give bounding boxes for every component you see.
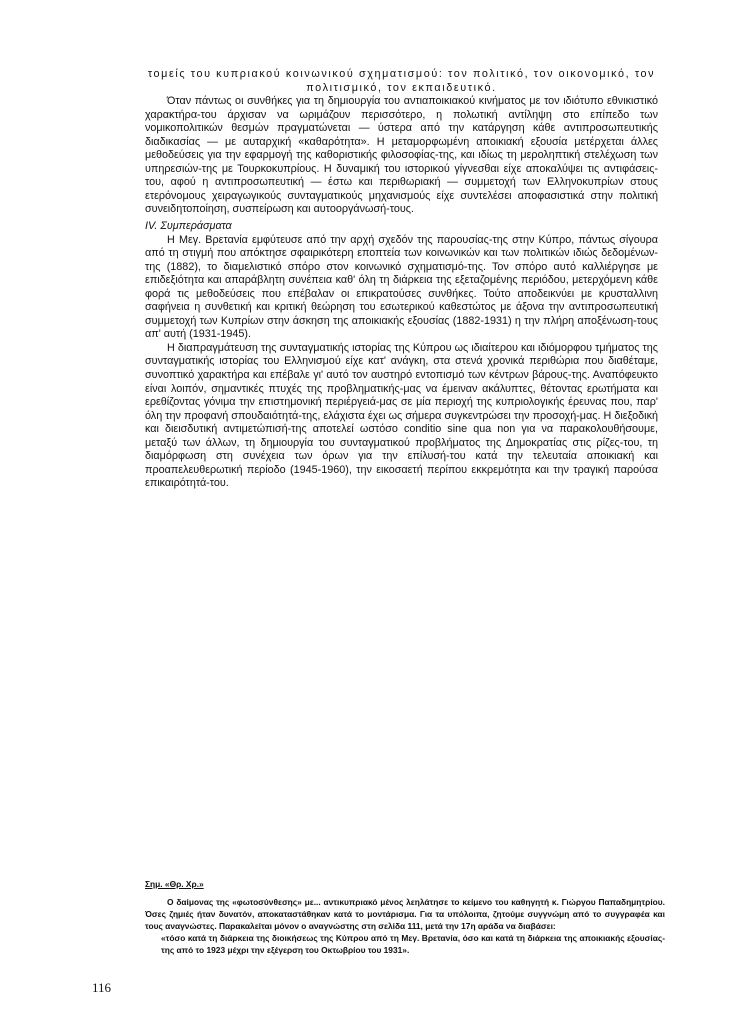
paragraph-continuation: τομείς του κυπριακού κοινωνικού σχηματισμού: τον πολιτικό, τον οικονομικό, τον πολιτισμικό, τον εκπαιδευτικό. [147,68,656,94]
note-quote: «τόσο κατά τη διάρκεια της διοικήσεως της Κύπρου από τη Μεγ. Βρετανία, όσο και κατά τη διάρκεια της αποικιακής εξουσίας-της από το 1923 μέχρι την εξέγερση του Οκτωβρίου του 1931». [161,933,665,955]
main-text [145,68,658,491]
paragraph-colonial-power: Όταν πάντως οι συνθήκες για τη δημιουργία του αντιαποικιακού κινήματος με τον ιδιότυπο εθνικιστικό χαρακτήρα-του άρχισαν να ωριμάζουν περισσότερο, η πολωτική αντίληψη στο επίπεδο των νομικοπολιτικών θεσμών πραγματώνεται — ύστερα από την κατάργηση κάθε αντιπροσωπευτικής διαδικασίας — με αυταρχική «καθαρότητα». Η μεταμορφωμένη αποικιακή εξουσία μετέρχεται άλλες μεθοδεύσεις για την εφαρμογή της καθοριστικής φιλοσοφίας-της, και ιδίως τη μεροληπτική στελέχωση των υπηρεσιών-της με Τουρκοκυπρίους. Η δυναμική του ιστορικού γίγνεσθαι είχε αποκαλύψει τις αντιφάσεις-του, αφού η αντιπροσωπευτική — έστω και περιθωριακή — συμμετοχή των Ελληνοκυπρίων στους ετερόνομους χειραγωγικούς συνταγματικούς μηχανισμούς είχε συντελέσει αποφασιστικά στην πολιτική συνειδητοποίηση, συσπείρωση και αυτοοργάνωσή-τους. [145,95,658,216]
note-text: Ο δαίμονας της «φωτοσύνθεσης» με... αντικυπριακό μένος λεηλάτησε το κείμενο του καθηγητή κ. Γιώργου Παπαδημητρίου. Όσες ζημιές ήταν δυνατόν, αποκαταστάθηκαν κατά το μοντάρισμα. Για τα υπόλοιπα, ζητούμε συγγνώμη από το συγγραφέα και τους αναγνώστες. Παρακαλείται μόνον ο αναγνώστης στη σελίδα 111, μετά την 17η αράδα να διαβάσει: [145,897,665,931]
note-label: Σημ. «Θρ. Χρ.» [145,879,204,889]
paragraph-constitutional-history: Η διαπραγμάτευση της συνταγματικής ιστορίας της Κύπρου ως ιδιαίτερου και ιδιόμορφου τμήματος της συνταγματικής ιστορίας του Ελληνισμού είχε κατ' ανάγκη, στα στενά χρονικά περιθώρια που διαθέταμε, συνοπτικό χαρακτήρα και επέβαλε γι' αυτό τον αυστηρό εντοπισμό των κέντρων βάρους-της. Αναπόφευκτο είναι λοιπόν, σημαντικές πτυχές της προβληματικής-μας να έμειναν ακάλυπτες, θέτοντας ερωτήματα και ερεθίζοντας γόνιμα την επιστημονική περιέργειά-μας σε μία περιοχή της κυπριολογικής έρευνας που, παρ' όλη την προφανή σπουδαιότητά-της, ελάχιστα έχει ως σήμερα συγκεντρώσει την προσοχή-μας. Η διεξοδική και διεισδυτική αντιμετώπισή-της αποτελεί ωστόσο conditio sine qua non για να παρακολουθήσουμε, μεταξύ των άλλων, τη δημιουργία του συνταγματικού προβλήματος της Δημοκρατίας στις ρίζες-του, τη διαμόρφωση στη συνέχεια των όρων για την επίλυσή-του κατά την τελευταία αποικιακή και προαπελευθερωτική περίοδο (1945-1960), την εικοσαετή περίπου εκκρεμότητα και την τραγική παρούσα επικαιρότητά-του. [145,341,658,490]
page-number: 116 [92,980,112,995]
section-heading-conclusions: IV. Συμπεράσματα [145,220,232,233]
paragraph-britain: Η Μεγ. Βρετανία εμφύτευσε από την αρχή σχεδόν της παρουσίας-της στην Κύπρο, πάντως σίγουρα από τη στιγμή που απόκτησε σφαιρικότερη εποπτεία των κοινωνικών και των πολιτικών ιδιώς δεδομένων-της (1882), το διαμελιστικό σπόρο στον κοινωνικό σχηματισμό-της. Τον σπόρο αυτό καλλιέργησε με επιδεξιότητα και απαράβλητη συνέπεια καθ' όλη τη διάρκεια της εξεταζομένης περιόδου, μετερχόμενη κάθε φορά τις μεθοδεύσεις που επέβαλαν οι επικρατούσες συνθήκες. Τούτο αποδεικνύει με κρυσταλλινη σαφήνεια η συνθετική και κριτική θεώρηση του εσωτερικού καθεστώτος με άξονα την αντιπροσωπευτική συμμετοχή των Κυπρίων στην άσκηση της αποικιακής εξουσίας (1882-1931) η την πλήρη αποξένωση-τους απ' αυτή (1931-1945). [145,233,658,341]
editorial-note [145,878,665,956]
